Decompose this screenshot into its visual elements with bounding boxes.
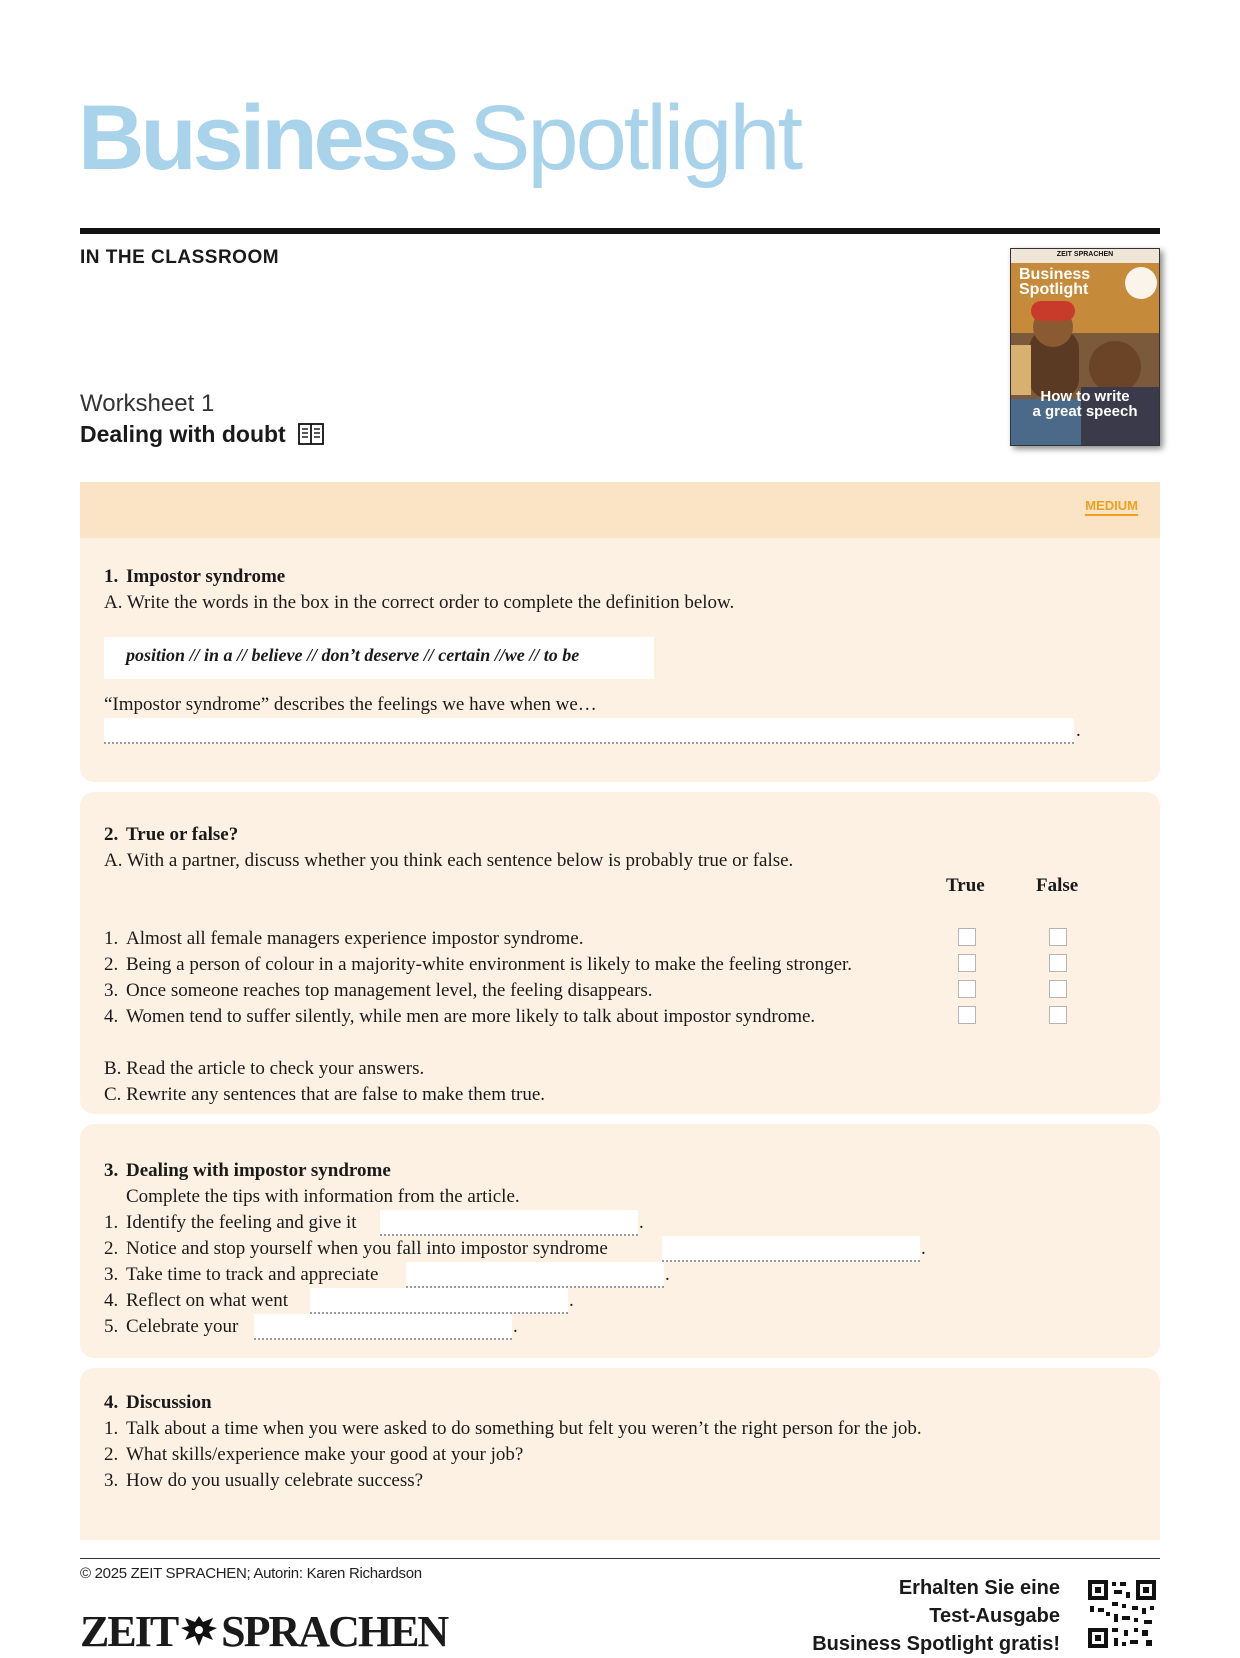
tip-number: 2. <box>104 1238 119 1259</box>
section-2-number: 2. <box>104 824 119 845</box>
tip-text: Notice and stop yourself when you fall into impostor syndrome <box>126 1238 608 1259</box>
statement-text: Once someone reaches top management level, the feeling disappears. <box>126 980 653 1001</box>
tip-answer-line-4[interactable] <box>310 1288 568 1314</box>
tip-line-end: . <box>921 1238 926 1259</box>
true-checkbox-4[interactable] <box>958 1006 976 1024</box>
cover-publisher: ZEIT SPRACHEN <box>1056 251 1114 258</box>
statement-row <box>104 952 852 978</box>
logo-right: SPRACHEN <box>221 1607 448 1656</box>
brand-logo-bold: Business <box>78 87 456 189</box>
word-box-text: position // in a // believe // don’t deserve // certain //we // to be <box>126 645 580 665</box>
logo-left: ZEIT <box>80 1607 178 1656</box>
tip-line-end: . <box>513 1316 518 1337</box>
definition-line-end: . <box>1076 720 1081 741</box>
statement-number: 1. <box>104 928 119 949</box>
false-checkbox-3[interactable] <box>1049 980 1067 998</box>
definition-answer-line[interactable] <box>104 718 1074 744</box>
statement-row <box>104 926 583 952</box>
statement-row <box>104 978 653 1004</box>
tip-number: 3. <box>104 1264 119 1285</box>
question-text: Talk about a time when you were asked to do something but felt you weren’t the right person for the job. <box>126 1418 922 1439</box>
tip-row <box>104 1314 238 1340</box>
statement-row <box>104 1004 815 1030</box>
section-3-instruction: Complete the tips with information from the article. <box>126 1186 520 1207</box>
section-2-instruction: A. With a partner, discuss whether you think each sentence below is probably true or false. <box>104 850 794 871</box>
cover-headline-line1: How to write <box>1040 388 1130 405</box>
header-rule <box>80 228 1160 234</box>
promo-text[interactable] <box>812 1574 1060 1658</box>
question-row <box>104 1416 922 1442</box>
promo-line-3: Business Spotlight gratis! <box>812 1633 1060 1655</box>
true-checkbox-2[interactable] <box>958 954 976 972</box>
section-1-instruction: A. Write the words in the box in the correct order to complete the definition below. <box>104 592 735 613</box>
tip-text: Celebrate your <box>126 1316 239 1337</box>
section-4-title: Discussion <box>126 1392 212 1413</box>
tip-line-end: . <box>639 1212 644 1233</box>
tip-line-end: . <box>665 1264 670 1285</box>
level-badge: MEDIUM <box>1085 498 1138 516</box>
statement-text: Women tend to suffer silently, while men are more likely to talk about impostor syndrome. <box>126 1006 816 1027</box>
cover-title <box>1019 267 1090 297</box>
section-4-number: 4. <box>104 1392 119 1413</box>
brand-logo-light: Spotlight <box>469 87 801 189</box>
tip-number: 1. <box>104 1212 119 1233</box>
level-band <box>80 482 1160 538</box>
true-column-header: True <box>946 875 985 896</box>
cover-title-line1: Business <box>1019 266 1091 283</box>
section-3-title: Dealing with impostor syndrome <box>126 1160 391 1181</box>
section-4-heading <box>104 1390 212 1416</box>
copyright: © 2025 ZEIT SPRACHEN; Autorin: Karen Richardson <box>80 1565 422 1582</box>
question-text: What skills/experience make your good at your job? <box>126 1444 524 1465</box>
brand-logo <box>78 87 801 189</box>
section-3-heading <box>104 1158 391 1184</box>
question-row <box>104 1442 523 1468</box>
tip-text: Identify the feeling and give it <box>126 1212 357 1233</box>
question-text: How do you usually celebrate success? <box>126 1470 424 1491</box>
eagle-icon <box>179 1612 219 1656</box>
promo-line-1: Erhalten Sie eine <box>898 1577 1060 1599</box>
footer-rule <box>80 1558 1160 1559</box>
worksheet-number: Worksheet 1 <box>80 390 215 417</box>
question-number: 1. <box>104 1418 119 1439</box>
promo-line-2: Test-Ausgabe <box>929 1605 1060 1627</box>
tip-number: 5. <box>104 1316 119 1337</box>
question-number: 2. <box>104 1444 119 1465</box>
tip-row <box>104 1236 608 1262</box>
true-checkbox-1[interactable] <box>958 928 976 946</box>
false-checkbox-2[interactable] <box>1049 954 1067 972</box>
statement-text: Being a person of colour in a majority-white environment is likely to make the feeling stronger. <box>126 954 853 975</box>
tip-line-end: . <box>569 1290 574 1311</box>
tip-answer-line-3[interactable] <box>406 1262 664 1288</box>
question-row <box>104 1468 423 1494</box>
section-2-heading <box>104 822 238 848</box>
section-label: IN THE CLASSROOM <box>80 247 280 268</box>
statement-number: 4. <box>104 1006 119 1027</box>
section-2-title: True or false? <box>126 824 239 845</box>
question-number: 3. <box>104 1470 119 1491</box>
qr-code-icon[interactable] <box>1086 1578 1158 1650</box>
statement-number: 3. <box>104 980 119 1001</box>
false-checkbox-4[interactable] <box>1049 1006 1067 1024</box>
section-2-instruction-c: C. Rewrite any sentences that are false to make them true. <box>104 1084 546 1105</box>
false-column-header: False <box>1036 875 1079 896</box>
section-1-number: 1. <box>104 566 119 587</box>
tip-number: 4. <box>104 1290 119 1311</box>
section-1-title: Impostor syndrome <box>126 566 286 587</box>
book-icon <box>298 423 324 451</box>
section-3-number: 3. <box>104 1160 119 1181</box>
false-checkbox-1[interactable] <box>1049 928 1067 946</box>
tip-answer-line-5[interactable] <box>254 1314 512 1340</box>
cover-title-line2: Spotlight <box>1019 281 1089 298</box>
section-2-instruction-b: B. Read the article to check your answers. <box>104 1058 425 1079</box>
definition-start: “Impostor syndrome” describes the feelings we have when we… <box>104 694 597 715</box>
tip-answer-line-2[interactable] <box>662 1236 920 1262</box>
statement-text: Almost all female managers experience impostor syndrome. <box>126 928 584 949</box>
tip-row <box>104 1262 378 1288</box>
tip-row <box>104 1210 357 1236</box>
cover-headline <box>1011 389 1159 419</box>
zeit-sprachen-logo <box>80 1607 448 1656</box>
magazine-cover-image <box>1010 248 1160 446</box>
tip-answer-line-1[interactable] <box>380 1210 638 1236</box>
worksheet-title: Dealing with doubt <box>80 421 286 447</box>
true-checkbox-3[interactable] <box>958 980 976 998</box>
section-1-heading <box>104 564 285 590</box>
tip-text: Reflect on what went <box>126 1290 288 1311</box>
tip-text: Take time to track and appreciate <box>126 1264 379 1285</box>
tip-row <box>104 1288 288 1314</box>
cover-headline-line2: a great speech <box>1032 403 1138 420</box>
word-box <box>104 637 654 679</box>
statement-number: 2. <box>104 954 119 975</box>
worksheet-title-row <box>80 421 324 451</box>
